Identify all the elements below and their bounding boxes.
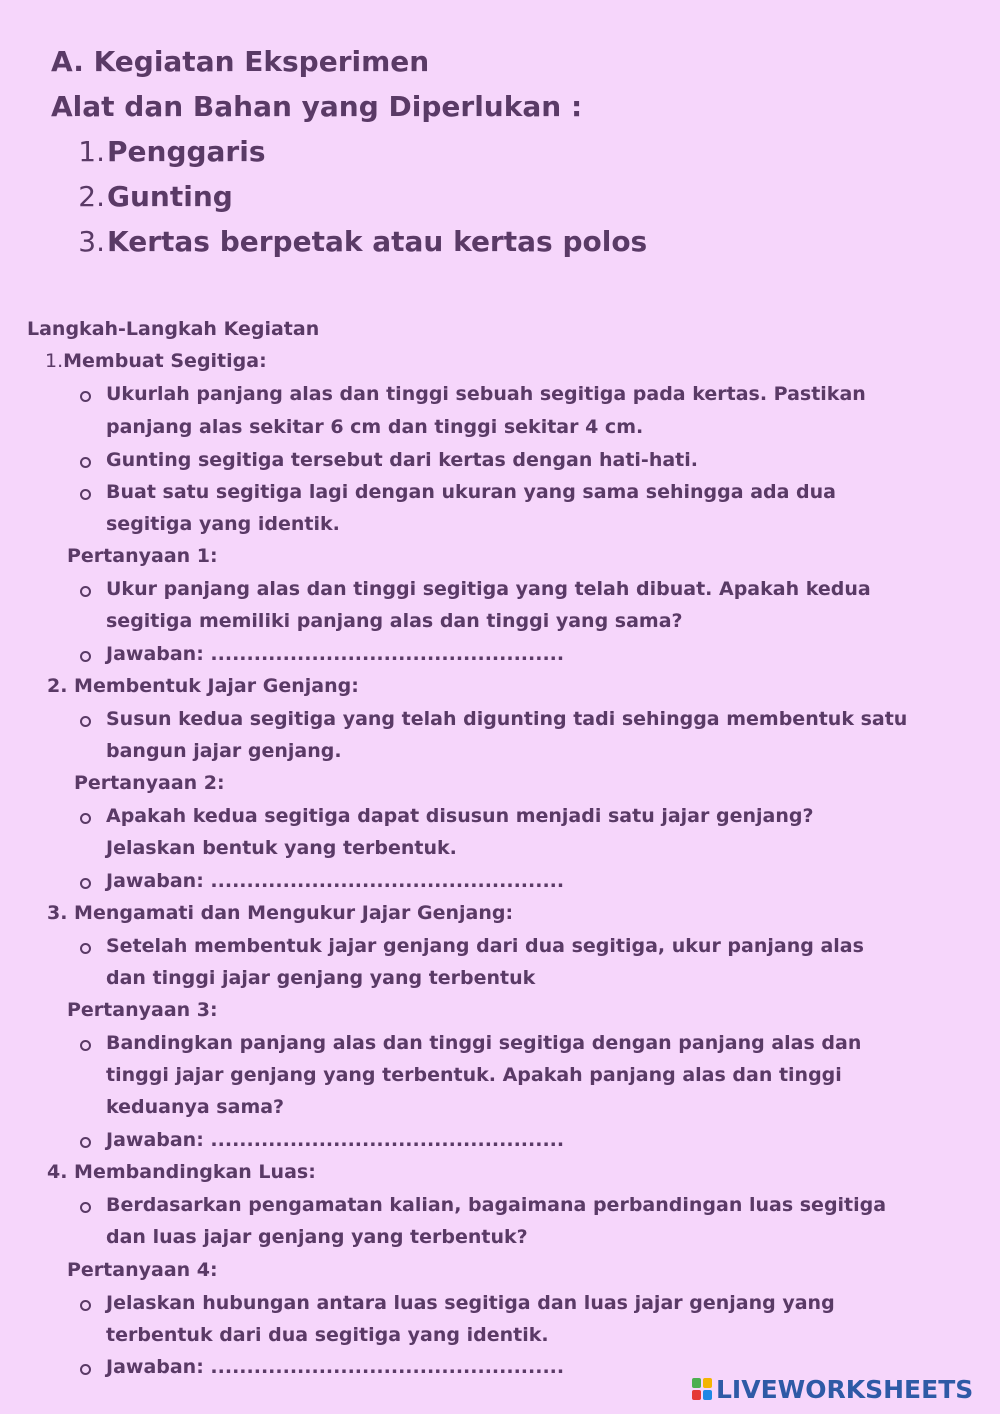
tool-label: Kertas berpetak atau kertas polos bbox=[107, 225, 648, 258]
section-title: A. Kegiatan Eksperimen bbox=[51, 45, 430, 78]
bullet-icon bbox=[80, 1300, 91, 1311]
step-3-title: 3. Mengamati dan Mengukur Jajar Genjang: bbox=[47, 902, 514, 924]
instruction-text: panjang alas sekitar 6 cm dan tinggi sekitar 4 cm. bbox=[106, 416, 644, 438]
question-text: terbentuk dari dua segitiga yang identik. bbox=[106, 1324, 549, 1346]
bullet-icon bbox=[80, 457, 91, 468]
bullet-icon bbox=[80, 943, 91, 954]
answer-field[interactable]: Jawaban: ................................................. bbox=[106, 1129, 565, 1151]
logo-square-icon bbox=[692, 1378, 701, 1388]
liveworksheets-logo[interactable] bbox=[692, 1374, 973, 1404]
instruction-text: segitiga yang identik. bbox=[106, 513, 340, 535]
question-title: Pertanyaan 2: bbox=[74, 772, 225, 794]
tool-item bbox=[73, 180, 233, 213]
bullet-icon bbox=[80, 391, 91, 402]
step-4-title: 4. Membandingkan Luas: bbox=[47, 1161, 316, 1183]
instruction-text: dan luas jajar genjang yang terbentuk? bbox=[106, 1226, 528, 1248]
bullet-icon bbox=[80, 1137, 91, 1148]
step-number: 1. bbox=[45, 350, 64, 372]
steps-heading: Langkah-Langkah Kegiatan bbox=[27, 318, 320, 340]
tool-label: Penggaris bbox=[107, 135, 266, 168]
logo-square-icon bbox=[703, 1390, 712, 1400]
logo-text: LIVEWORKSHEETS bbox=[716, 1374, 974, 1404]
instruction-text: Susun kedua segitiga yang telah digunting tadi sehingga membentuk satu bbox=[106, 708, 908, 730]
bullet-icon bbox=[80, 1202, 91, 1213]
tool-item bbox=[73, 135, 266, 168]
instruction-text: Gunting segitiga tersebut dari kertas dengan hati-hati. bbox=[106, 449, 698, 471]
bullet-icon bbox=[80, 651, 91, 662]
question-title: Pertanyaan 4: bbox=[67, 1259, 218, 1281]
question-text: Ukur panjang alas dan tinggi segitiga yang telah dibuat. Apakah kedua bbox=[106, 578, 871, 600]
bullet-icon bbox=[80, 813, 91, 824]
instruction-text: Buat satu segitiga lagi dengan ukuran yang sama sehingga ada dua bbox=[106, 481, 836, 503]
tool-number: 1. bbox=[78, 135, 105, 168]
instruction-text: Setelah membentuk jajar genjang dari dua segitiga, ukur panjang alas bbox=[106, 935, 864, 957]
tool-item bbox=[73, 225, 647, 258]
question-text: Apakah kedua segitiga dapat disusun menjadi satu jajar genjang? bbox=[106, 805, 814, 827]
answer-field[interactable]: Jawaban: ................................................. bbox=[106, 643, 565, 665]
bullet-icon bbox=[80, 1364, 91, 1375]
question-title: Pertanyaan 1: bbox=[67, 545, 218, 567]
bullet-icon bbox=[80, 716, 91, 727]
instruction-text: Berdasarkan pengamatan kalian, bagaimana perbandingan luas segitiga bbox=[106, 1194, 887, 1216]
logo-mark-icon bbox=[692, 1378, 712, 1400]
question-text: Jelaskan hubungan antara luas segitiga dan luas jajar genjang yang bbox=[106, 1292, 835, 1314]
logo-square-icon bbox=[703, 1378, 712, 1388]
instruction-text: dan tinggi jajar genjang yang terbentuk bbox=[106, 967, 536, 989]
logo-square-icon bbox=[692, 1390, 701, 1400]
question-text: Jelaskan bentuk yang terbentuk. bbox=[106, 837, 457, 859]
answer-field[interactable]: Jawaban: ................................................. bbox=[106, 1356, 565, 1378]
question-text: tinggi jajar genjang yang terbentuk. Apakah panjang alas dan tinggi bbox=[106, 1064, 842, 1086]
question-text: keduanya sama? bbox=[106, 1096, 285, 1118]
instruction-text: Ukurlah panjang alas dan tinggi sebuah segitiga pada kertas. Pastikan bbox=[106, 383, 866, 405]
bullet-icon bbox=[80, 878, 91, 889]
instruction-text: bangun jajar genjang. bbox=[106, 740, 342, 762]
bullet-icon bbox=[80, 1040, 91, 1051]
bullet-icon bbox=[80, 489, 91, 500]
answer-field[interactable]: Jawaban: ................................................. bbox=[106, 870, 565, 892]
question-text: segitiga memiliki panjang alas dan tinggi yang sama? bbox=[106, 610, 683, 632]
step-1-title bbox=[45, 350, 267, 372]
step-2-title: 2. Membentuk Jajar Genjang: bbox=[47, 675, 359, 697]
tool-label: Gunting bbox=[107, 180, 233, 213]
question-text: Bandingkan panjang alas dan tinggi segitiga dengan panjang alas dan bbox=[106, 1032, 862, 1054]
question-title: Pertanyaan 3: bbox=[67, 999, 218, 1021]
bullet-icon bbox=[80, 586, 91, 597]
tool-number: 3. bbox=[78, 225, 105, 258]
materials-heading: Alat dan Bahan yang Diperlukan : bbox=[51, 90, 583, 123]
tool-number: 2. bbox=[78, 180, 105, 213]
step-title-text: Membuat Segitiga: bbox=[63, 350, 267, 372]
